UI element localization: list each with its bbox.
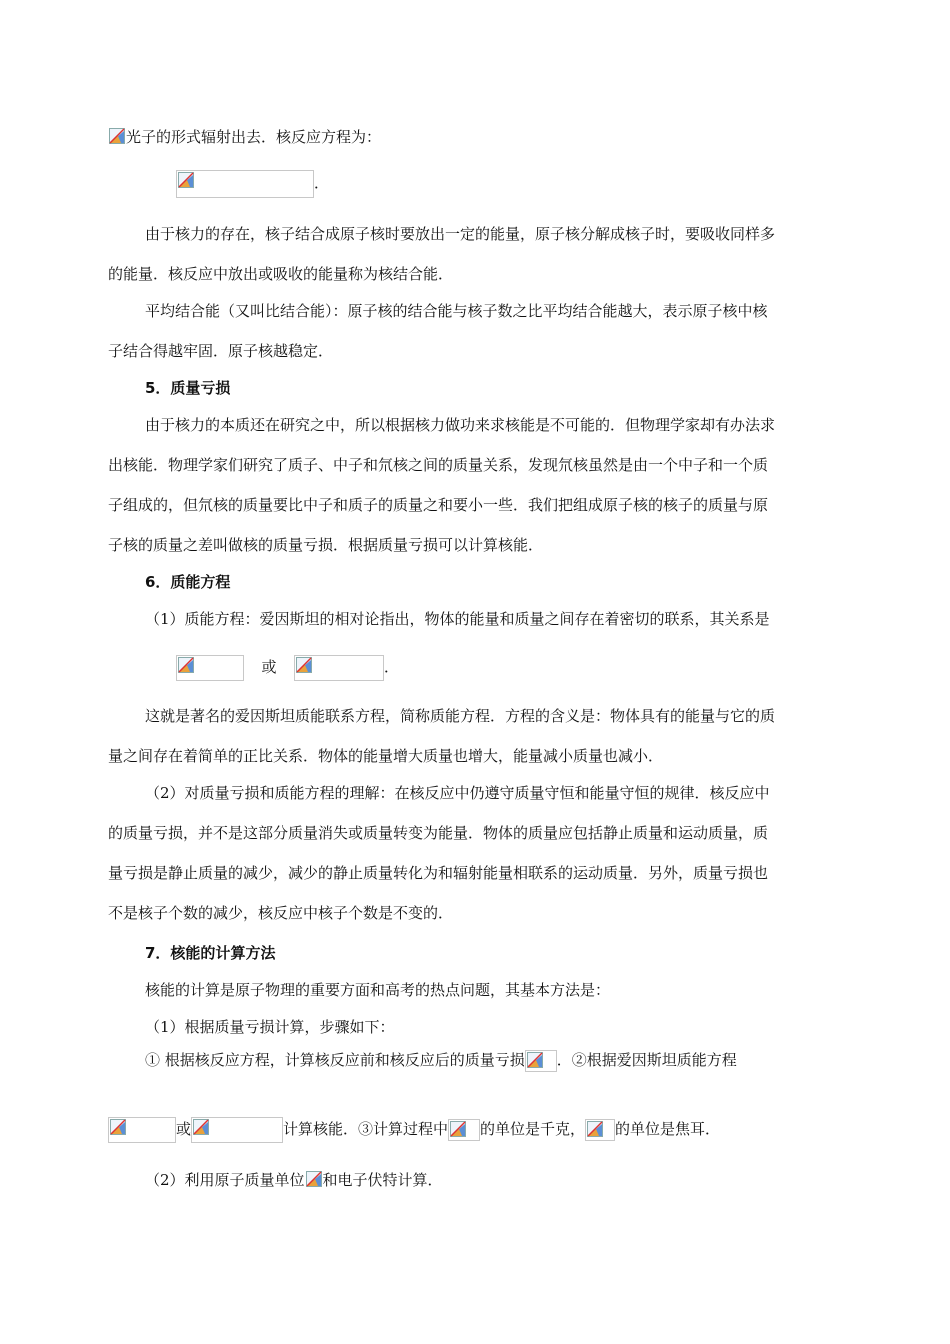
text-line: 量之间存在着简单的正比关系．物体的能量增大质量也增大，能量减小质量也减小． (108, 747, 664, 765)
text-line: 的质量亏损，并不是这部分质量消失或质量转变为能量．物体的质量应包括静止质量和运动质量，质 (108, 824, 769, 842)
equation-image (191, 1117, 283, 1143)
text-line: 不是核子个数的减少，核反应中核子个数是不变的． (108, 904, 454, 922)
equation-line: 或 ． (176, 655, 399, 681)
text-line: （2）对质量亏损和质能方程的理解：在核反应中仍遵守质量守恒和能量守恒的规律．核反应中 (145, 784, 770, 802)
broken-image-icon (305, 1170, 323, 1192)
text-line: 量亏损是静止质量的减少，减少的静止质量转化为和辐射能量相联系的运动质量．另外，质量亏损也 (108, 864, 769, 882)
text-line: 的能量．核反应中放出或吸收的能量称为核结合能． (108, 265, 454, 283)
text-line: ① 根据核反应方程，计算核反应前和核反应后的质量亏损 ．②根据爱因斯坦质能方程 (145, 1049, 737, 1072)
text-line: （1）质能方程：爱因斯坦的相对论指出，物体的能量和质量之间存在着密切的联系，其关系是 (145, 610, 770, 628)
text-line: 光子的形式辐射出去．核反应方程为： (108, 126, 381, 149)
text-line: 这就是著名的爱因斯坦质能联系方程，简称质能方程．方程的含义是：物体具有的能量与它的质 (145, 707, 776, 725)
section-heading: 5．质量亏损 (145, 379, 231, 397)
equation-image (294, 655, 384, 681)
text-line: 由于核力的存在，核子结合成原子核时要放出一定的能量，原子核分解成核子时，要吸收同样多 (145, 225, 776, 243)
equation-image (176, 170, 314, 198)
text-line: 出核能．物理学家们研究了质子、中子和氘核之间的质量关系，发现氘核虽然是由一个中子和一个质 (108, 456, 769, 474)
equation-image (525, 1050, 557, 1072)
text-line: （2）利用原子质量单位 和电子伏特计算． (145, 1169, 443, 1192)
equation-image (108, 1117, 176, 1143)
text-line: 核能的计算是原子物理的重要方面和高考的热点问题，其基本方法是： (145, 981, 611, 999)
section-heading: 6．质能方程 (145, 573, 231, 591)
equation-image (585, 1119, 615, 1141)
text-line: 平均结合能（又叫比结合能）：原子核的结合能与核子数之比平均结合能越大，表示原子核中核 (145, 302, 768, 320)
text-line: 子核的质量之差叫做核的质量亏损．根据质量亏损可以计算核能． (108, 536, 544, 554)
text-line: 或 计算核能．③计算过程中 的单位是千克， 的单位是焦耳． (108, 1117, 720, 1143)
section-heading: 7．核能的计算方法 (145, 944, 276, 962)
equation-line: ． (176, 170, 329, 198)
text-line: 子组成的，但氘核的质量要比中子和质子的质量之和要小一些．我们把组成原子核的核子的质量与原 (108, 496, 769, 514)
text-line: （1）根据质量亏损计算，步骤如下： (145, 1018, 395, 1036)
equation-image (176, 655, 244, 681)
text-line: 子结合得越牢固．原子核越稳定． (108, 342, 334, 360)
text-line: 由于核力的本质还在研究之中，所以根据核力做功来求核能是不可能的．但物理学家却有办法求 (145, 416, 776, 434)
equation-image (448, 1119, 480, 1141)
broken-image-icon (108, 127, 126, 149)
